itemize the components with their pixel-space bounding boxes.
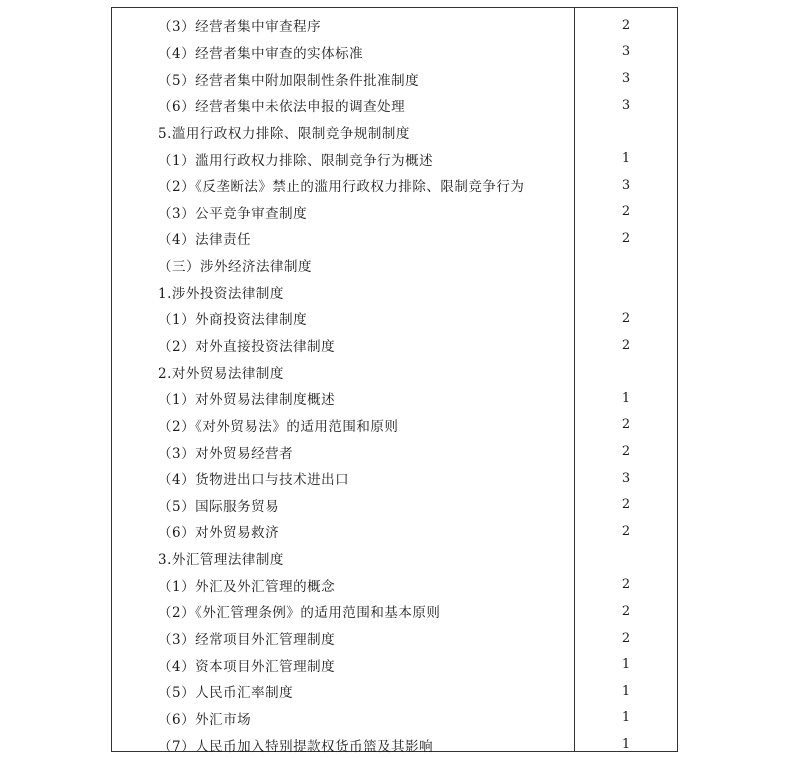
table-row (112, 412, 677, 439)
table-row (112, 678, 677, 705)
hours-cell: 1 (621, 737, 631, 753)
hours-cell: 2 (621, 230, 631, 246)
section-row (112, 278, 677, 305)
table-row (112, 172, 677, 199)
hours-cell: 2 (621, 337, 631, 353)
section-heading: （三）涉外经济法律制度 (158, 259, 312, 276)
section-heading: 2.对外贸易法律制度 (158, 365, 284, 382)
hours-cell: 2 (621, 310, 631, 326)
table-row (112, 92, 677, 119)
table-row (112, 651, 677, 678)
section-heading: 5.滥用行政权力排除、限制竞争规制制度 (158, 125, 410, 142)
table-row (112, 332, 677, 359)
table-row (112, 198, 677, 225)
hours-cell: 1 (621, 390, 631, 406)
topic-cell: （4）法律责任 (158, 232, 252, 249)
hours-cell: 2 (621, 417, 631, 433)
hours-cell: 2 (621, 444, 631, 460)
hours-cell: 3 (621, 177, 631, 193)
topic-cell: （5）经营者集中附加限制性条件批准制度 (158, 72, 420, 89)
hours-cell: 3 (621, 44, 631, 60)
topic-cell: （3）经常项目外汇管理制度 (158, 632, 336, 649)
topic-cell: （4）货物进出口与技术进出口 (158, 472, 350, 489)
topic-cell: （4）经营者集中审查的实体标准 (158, 45, 364, 62)
hours-cell: 3 (621, 97, 631, 113)
topic-cell: （1）外汇及外汇管理的概念 (158, 578, 336, 595)
topic-cell: （6）对外贸易救济 (158, 525, 280, 542)
section-row (112, 545, 677, 572)
topic-cell: （7）人民币加入特别提款权货币篮及其影响 (158, 738, 434, 755)
topic-cell: （2）《对外贸易法》的适用范围和原则 (158, 418, 399, 435)
table-rows (112, 12, 677, 758)
topic-cell: （6）经营者集中未依法申报的调查处理 (158, 99, 406, 116)
topic-cell: （1）对外贸易法律制度概述 (158, 392, 336, 409)
hours-cell: 2 (621, 603, 631, 619)
hours-cell: 2 (621, 630, 631, 646)
syllabus-table (111, 7, 678, 755)
topic-cell: （6）外汇市场 (158, 711, 252, 728)
topic-cell: （5）国际服务贸易 (158, 498, 280, 515)
hours-cell: 2 (621, 497, 631, 513)
hours-cell: 1 (621, 151, 631, 167)
table-row (112, 705, 677, 732)
topic-cell: （3）公平竞争审查制度 (158, 205, 308, 222)
table-row (112, 145, 677, 172)
topic-cell: （4）资本项目外汇管理制度 (158, 658, 336, 675)
section-row (112, 252, 677, 279)
table-row (112, 65, 677, 92)
topic-cell: （2）对外直接投资法律制度 (158, 339, 336, 355)
table-row (112, 385, 677, 412)
table-row (112, 625, 677, 652)
table-row (112, 571, 677, 598)
topic-cell: （2）《反垄断法》禁止的滥用行政权力排除、限制竞争行为 (158, 179, 525, 196)
section-row (112, 119, 677, 146)
section-heading: 1.涉外投资法律制度 (158, 285, 284, 302)
table-row (112, 598, 677, 625)
hours-cell: 1 (621, 657, 631, 673)
section-row (112, 358, 677, 385)
hours-cell: 1 (621, 710, 631, 726)
table-row (112, 465, 677, 492)
section-heading: 3.外汇管理法律制度 (158, 552, 284, 569)
table-row (112, 12, 677, 39)
hours-cell: 2 (621, 577, 631, 593)
hours-cell: 2 (621, 204, 631, 220)
topic-cell: （5）人民币汇率制度 (158, 685, 294, 702)
topic-cell: （3）经营者集中审查程序 (158, 19, 322, 36)
hours-cell: 2 (621, 523, 631, 539)
topic-cell: （2）《外汇管理条例》的适用范围和基本原则 (158, 605, 441, 622)
table-row (112, 225, 677, 252)
hours-cell: 3 (621, 71, 631, 87)
hours-cell: 1 (621, 683, 631, 699)
topic-cell: （1）外商投资法律制度 (158, 312, 308, 329)
hours-cell: 2 (621, 17, 631, 33)
table-row (112, 518, 677, 545)
table-row (112, 492, 677, 519)
topic-cell: （1）滥用行政权力排除、限制竞争行为概述 (158, 152, 434, 169)
topic-cell: （3）对外贸易经营者 (158, 445, 294, 462)
table-row (112, 731, 677, 758)
table-row (112, 438, 677, 465)
table-row (112, 39, 677, 66)
table-row (112, 305, 677, 332)
hours-cell: 3 (621, 470, 631, 486)
